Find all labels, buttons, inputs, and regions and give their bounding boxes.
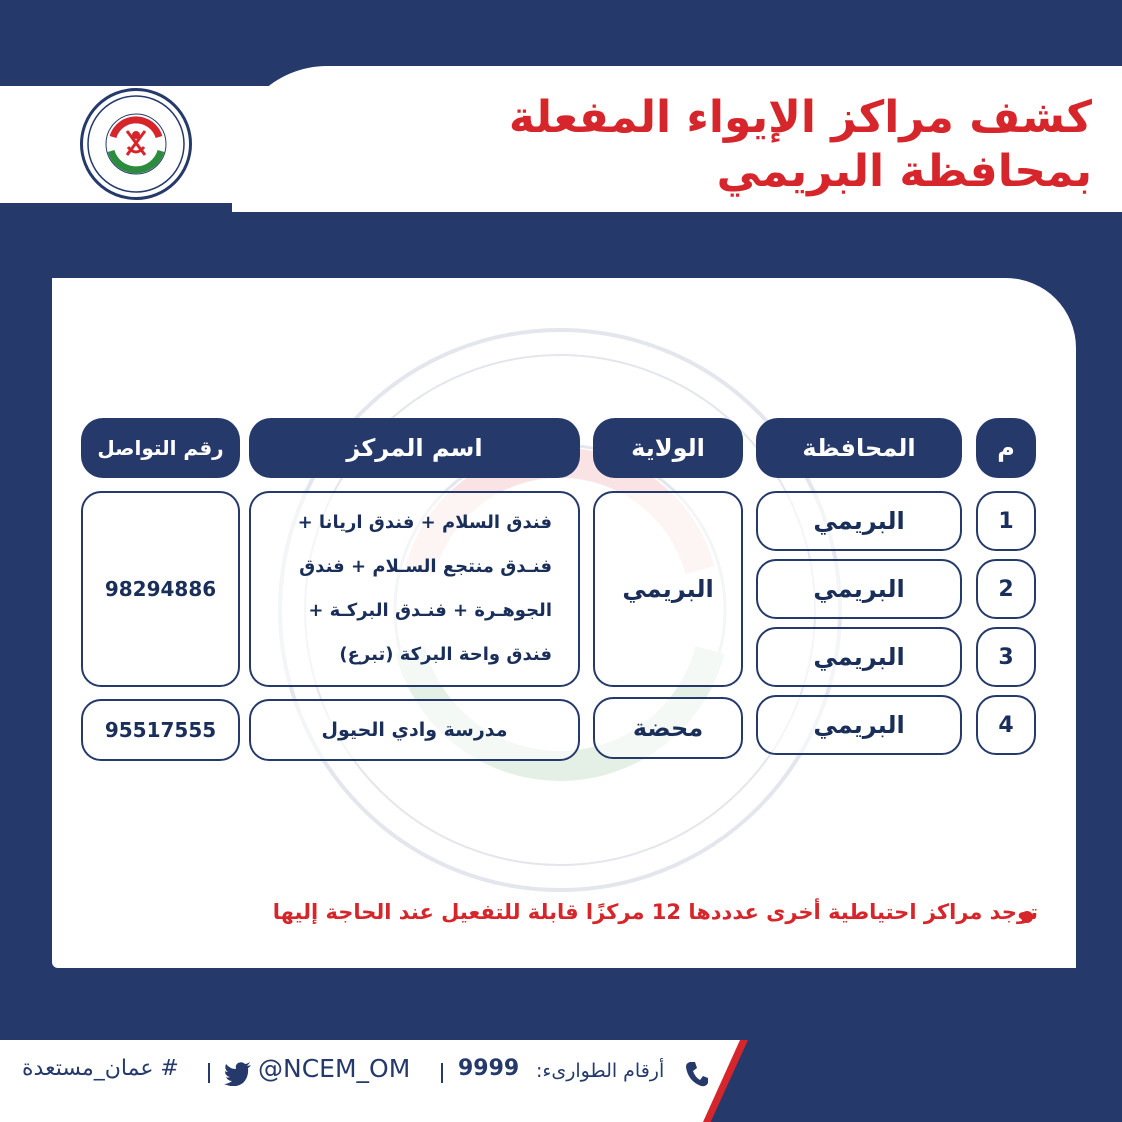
- group1-center-line-3: الجوهـرة + فنـدق البركـة +: [308, 600, 552, 621]
- emergency-label: أرقام الطوارىء:: [536, 1060, 665, 1082]
- row-1-governorate: البريمي: [756, 491, 962, 551]
- group1-wilayat: البريمي: [593, 491, 743, 687]
- group1-contact: 98294886: [81, 491, 240, 687]
- reserve-centers-note: توجد مراكز احتياطية أخرى عدددها 12 مركزًا قابلة للتفعيل عند الحاجة إليها: [272, 900, 1038, 924]
- row-4-index: 4: [976, 695, 1036, 755]
- row-4-governorate: البريمي: [756, 695, 962, 755]
- col-header-contact: رقم التواصل: [81, 418, 240, 478]
- group1-center-names: [249, 491, 580, 687]
- twitter-handle: @NCEM_OM: [258, 1054, 411, 1083]
- group2-center-name: مدرسة وادي الحيول: [249, 699, 580, 761]
- group2-wilayat: محضة: [593, 697, 743, 759]
- row-2-governorate: البريمي: [756, 559, 962, 619]
- footer-divider: [208, 1063, 210, 1083]
- col-header-governorate: المحافظة: [756, 418, 962, 478]
- group1-center-line-2: فنـدق منتجع السـلام + فندق: [299, 556, 552, 577]
- footer-divider: [441, 1063, 443, 1083]
- hashtag: # عمان_مستعدة: [22, 1056, 179, 1081]
- group1-center-line-4: فندق واحة البركة (تبرع): [339, 644, 552, 665]
- phone-icon: [684, 1060, 708, 1092]
- row-3-index: 3: [976, 627, 1036, 687]
- row-3-governorate: البريمي: [756, 627, 962, 687]
- page-title-line1: كشف مراكز الإيواء المفعلة: [508, 92, 1092, 143]
- row-1-index: 1: [976, 491, 1036, 551]
- col-header-wilayat: الولاية: [593, 418, 743, 478]
- col-header-index: م: [976, 418, 1036, 478]
- row-2-index: 2: [976, 559, 1036, 619]
- emergency-number: 9999: [458, 1056, 520, 1081]
- ncem-logo: [80, 88, 192, 200]
- col-header-center-name: اسم المركز: [249, 418, 580, 478]
- group1-center-line-1: فندق السلام + فندق اريانا +: [297, 512, 552, 533]
- group2-contact: 95517555: [81, 699, 240, 761]
- twitter-icon: [224, 1062, 252, 1090]
- page-title-line2: بمحافظة البريمي: [716, 146, 1092, 197]
